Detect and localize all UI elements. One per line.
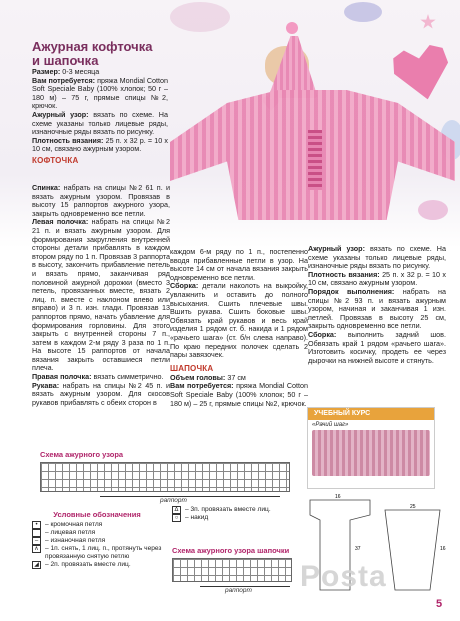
hat-materials-paragraph (170, 382, 308, 408)
legend-title: Условные обозначения (53, 510, 141, 519)
tutorial-title (308, 408, 434, 420)
hat-assembly-paragraph (308, 331, 446, 365)
text-column-2 (170, 248, 308, 408)
sleeves-paragraph (32, 382, 170, 408)
hat-order-text: набрать на спицы №2 93 п. и вязать ажурным узором, начиная и заканчивая 1 изн. петлей. Провязав в высоту 25 см, закрыть одновременно все петли. (308, 286, 446, 331)
openwork-chart-grid (40, 462, 290, 492)
rapport-label: раппорт (225, 587, 252, 594)
left-front-text: набрать на спицы №2 21 п. и вязать ажурным узором. Для формирования закругления внутренней стороны детали прибавлять в каждом втором ряду по 1 п. Провязав 3 раппорта в высоту, закончить прибавление петель и вязать прямо, заканчивая ряд половиной ажурной дорожки (вместо 3 петель, провязанных вместе, вязать 2 лиц. п. вместе с наклоном влево или вправо) и 3 п. изн. глади. Провязав 13 раппортов прямо, начать убавление для формирования горловины. Для этого закрыть с внутренней стороны 7 п., затем в каждом 2-м ряду 3 раза по 1 п. На высоте 15 раппортов от начала вязания закрыть оставшиеся петли плеча. (32, 217, 171, 373)
hat-assembly-text: выполнить задний шов. Обвязать край 1 рядом «рачьего шага». Изготовить косичку, продеть ее через дырочки на нижней высоте и стянуть. (308, 329, 446, 365)
hat-assembly-label: Сборка: (308, 329, 337, 339)
hat-order-label: Порядок выполнения: (308, 286, 395, 296)
sleeves-label: Рукава: (32, 380, 60, 390)
size-value: 0-3 месяца (62, 67, 100, 76)
assembly-text: детали наколоть на выкройку, увлажнить и оставить до полного высыхания. Сшить плечевые швы. Вшить рукава. Сшить боковые швы. Обвязать край рукавов и весь край изделия 1 рядом ст. б. накида и 1 рядом «рачьего шага» (ст. б/н слева направо). По краю передних полочек сделать 2 пары завязочек. (170, 281, 308, 360)
section-title-jacket: КОФТОЧКА (32, 155, 79, 165)
chart-title-hat: Схема ажурного узора шапочки (172, 546, 290, 555)
tutorial-box (307, 407, 435, 489)
edge-stitch-symbol: • (32, 521, 41, 529)
legend-row (32, 545, 162, 561)
k2tog-symbol: ◢ (32, 561, 41, 569)
tutorial-image (312, 430, 430, 476)
dimension-label: 16 (335, 494, 341, 500)
hat-pompom (286, 22, 298, 34)
chart-title-openwork: Схема ажурного узора (40, 450, 124, 459)
rapport-label: раппорт (160, 497, 187, 504)
legend-row (32, 561, 162, 569)
right-front-text: вязать симметрично. (93, 372, 164, 382)
left-front-paragraph (32, 218, 170, 373)
legend-text: – лицевая петля (45, 529, 96, 536)
hat-density-text: 25 п. х 32 р. = 10 х 10 см, связано ажурным узором. (308, 269, 447, 288)
legend-text: – накид (185, 514, 209, 521)
dimension-label: 25 (410, 504, 416, 510)
title-line: и шапочка (32, 53, 99, 68)
head-size-value: 37 см (227, 372, 246, 382)
text-column-3 (308, 245, 446, 365)
head-size-label: Объем головы: (170, 372, 226, 382)
rapport-arrow (100, 496, 280, 497)
legend-text: – кромочная петля (45, 521, 103, 528)
tutorial-title-text: УЧЕБНЫЙ КУРС (314, 410, 371, 417)
hat-openwork-text: вязать по схеме. На схеме указаны только лицевые ряды, изнаночные ряды вязать по рисунку. (308, 244, 446, 271)
legend-continued (172, 506, 292, 522)
density-value: 25 п. х 32 р. = 10 х 10 см, связано ажурным узором. (32, 135, 169, 154)
section-title-hat: ШАПОЧКА (170, 363, 214, 373)
sweater-tie (308, 130, 322, 190)
title-line: Ажурная кофточка (32, 39, 153, 54)
page-title (32, 40, 168, 68)
legend-row (172, 514, 292, 522)
openwork-label: Ажурный узор: (32, 109, 89, 119)
legend-row (32, 529, 162, 537)
hat-density-label: Плотность вязания: (308, 269, 380, 279)
hat-materials-value: пряжа Mondial Cotton Soft Speciale Baby (100% хлопок; 50 г – 180 м) – 25 г, прямые спицы №2, крючок. (170, 381, 308, 408)
tutorial-subtitle: «Рачий шаг» (312, 422, 349, 428)
legend-text: – 3п. провязать вместе лиц. (185, 506, 271, 513)
sleeves-continued-text: каждом 6-м ряду по 1 п., постепенно вводя прибавленные петли в узор. На высоте 14 см от начала вязания закрыть одновременно все петли. (170, 247, 308, 282)
text-column-1 (32, 184, 170, 407)
hat-order-paragraph (308, 288, 446, 331)
legend (32, 510, 162, 569)
dimension-label: 16 (440, 546, 446, 552)
openwork-paragraph (32, 111, 168, 137)
hat-openwork-paragraph (308, 245, 446, 271)
size-label: Размер: (32, 67, 61, 76)
density-paragraph (32, 137, 168, 154)
back-paragraph (32, 184, 170, 218)
legend-text: – 1п. снять, 1 лиц. п., протянуть через провязанную снятую петлю (45, 545, 162, 560)
k3tog-symbol: ∆ (172, 506, 181, 514)
assembly-label: Сборка: (170, 281, 199, 291)
product-photo (170, 20, 455, 245)
hat-openwork-label: Ажурный узор: (308, 244, 365, 253)
back-text: набрать на спицы №2 61 п. и вязать ажурным узором. Провязав в высоту 15 раппортов ажурного узора, закрыть одновременно все петли. (32, 183, 171, 218)
sleeves-text: набрать на спицы №2 45 п. и вязать ажурным узором. Для скосов рукавов прибавлять с обеих сторон в (32, 380, 171, 407)
hat-materials-label: Вам потребуется: (170, 381, 234, 391)
dimension-label: 37 (355, 546, 361, 552)
right-front-label: Правая полочка: (32, 372, 92, 382)
legend-row (172, 506, 292, 514)
materials-value: пряжа Mondial Cotton Soft Speciale Baby (100% хлопок; 50 г – 180 м) – 75 г, прямые спицы №2, крючок. (32, 75, 168, 111)
decor-cloud (344, 2, 382, 22)
materials-paragraph (32, 77, 168, 111)
knit-stitch-symbol (32, 529, 41, 537)
watermark: Posta (300, 560, 387, 593)
legend-row (32, 521, 162, 529)
back-label: Спинка: (32, 183, 61, 192)
pattern-piece-sleeve (385, 510, 440, 590)
openwork-value: вязать по схеме. На схеме указаны только лицевые ряды, изнаночные ряды вязать по рисунку. (32, 109, 168, 137)
materials-label: Вам потребуется: (32, 75, 96, 85)
hat-density-paragraph (308, 271, 446, 288)
hat-chart-grid (172, 558, 292, 582)
decrease-left-symbol: ∧ (32, 545, 41, 553)
yarn-over-symbol: ○ (172, 514, 181, 522)
purl-stitch-symbol: – (32, 537, 41, 545)
density-label: Плотность вязания: (32, 135, 104, 145)
assembly-paragraph (170, 282, 308, 359)
legend-text: – 2п. провязать вместе лиц. (45, 561, 131, 568)
legend-row (32, 537, 162, 545)
left-front-label: Левая полочка: (32, 217, 89, 227)
legend-text: – изнаночная петля (45, 537, 106, 544)
intro-block (32, 40, 168, 166)
page-number: 5 (436, 598, 443, 610)
